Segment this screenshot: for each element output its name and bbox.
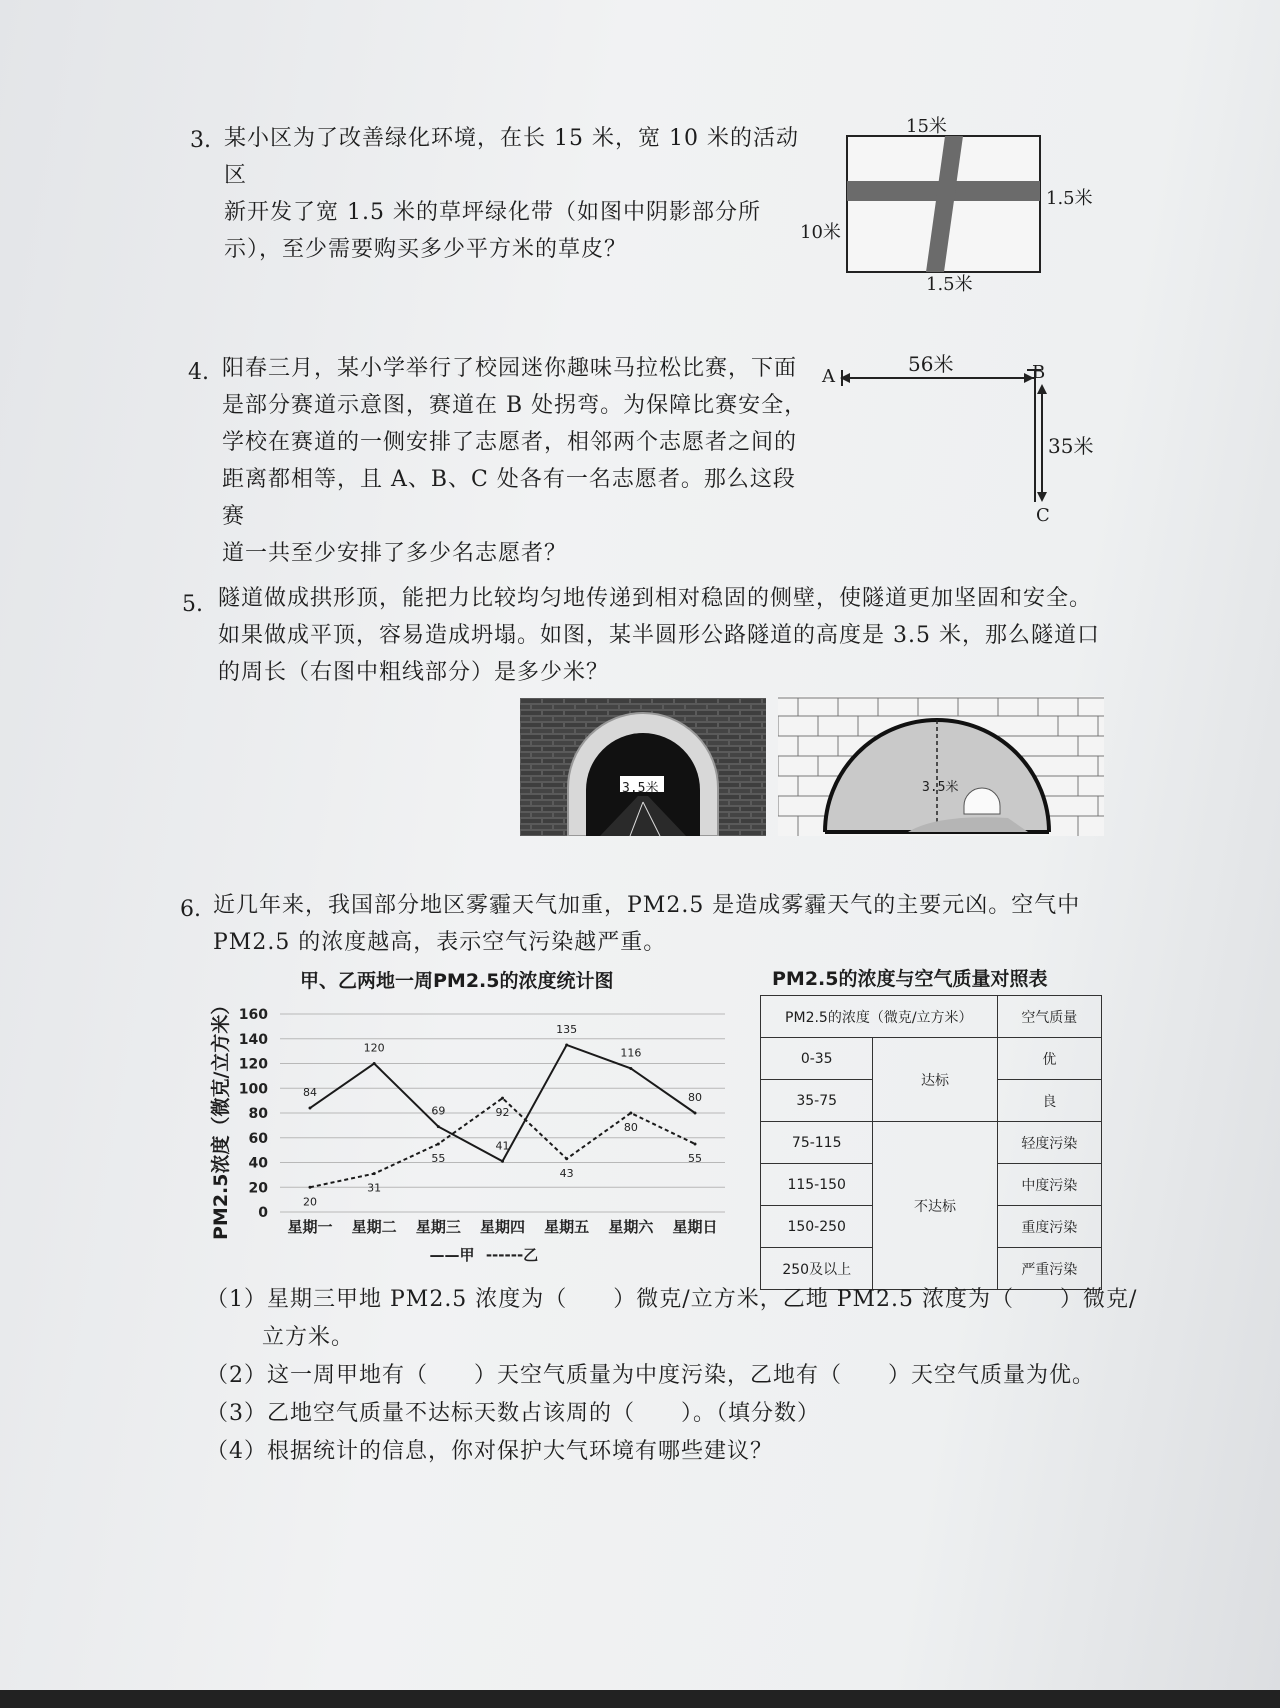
chart-data-label: 120	[363, 1041, 385, 1055]
q4-label-bc: 35米	[1048, 434, 1094, 458]
table-title: PM2.5的浓度与空气质量对照表	[772, 968, 1048, 990]
q3-label-top: 15米	[906, 116, 947, 137]
table-range: 250及以上	[761, 1248, 873, 1290]
q4-text	[222, 350, 812, 572]
chart-point	[373, 1172, 376, 1175]
q4-point-b: B	[1032, 362, 1046, 383]
chart-point	[694, 1112, 697, 1115]
chart-point	[501, 1160, 504, 1163]
chart-y-tick-label: 40	[248, 1155, 268, 1172]
chart-data-label: 116	[620, 1046, 642, 1060]
chart-data-label: 55	[431, 1151, 446, 1165]
q3-number: 3.	[190, 128, 211, 153]
tunnel-diagram	[778, 696, 1104, 836]
chart-point	[565, 1157, 568, 1160]
chart-point	[694, 1142, 697, 1145]
q4-label-ab: 56米	[908, 352, 954, 376]
chart-point	[309, 1107, 312, 1110]
chart-data-label: 92	[495, 1106, 510, 1120]
tunnel-diagram-height-label: 3.5米	[922, 780, 959, 795]
q5-text	[218, 580, 1118, 691]
q6-line: 近几年来，我国部分地区雾霾天气加重，PM2.5 是造成雾霾天气的主要元凶。空气中	[213, 893, 1081, 918]
table-quality: 中度污染	[997, 1164, 1101, 1206]
table-range: 150-250	[761, 1206, 873, 1248]
q4-line: 是部分赛道示意图，赛道在 B 处拐弯。为保障比赛安全，	[222, 393, 808, 418]
q3-label-right: 1.5米	[1046, 188, 1093, 209]
chart-legend-yi: ------乙	[485, 1246, 539, 1264]
chart-legend-jia: ——甲	[429, 1246, 475, 1264]
q4-line: 距离都相等，且 A、B、C 处各有一名志愿者。那么这段赛	[222, 467, 796, 529]
table-range: 0-35	[761, 1038, 873, 1080]
q4-point-c: C	[1036, 505, 1050, 526]
chart-y-tick-label: 20	[248, 1180, 268, 1197]
q6-text	[213, 887, 1133, 961]
q6-sub-3: （3）乙地空气质量不达标天数占该周的（ ）。（填分数）	[206, 1401, 820, 1426]
chart-title: 甲、乙两地一周PM2.5的浓度统计图	[300, 970, 614, 992]
q3-text	[224, 120, 804, 268]
chart-y-tick-label: 160	[238, 1007, 268, 1023]
chart-point	[629, 1112, 632, 1115]
q6-sub-1b: 立方米。	[262, 1325, 355, 1350]
q3-label-bottom: 1.5米	[926, 274, 973, 295]
q5-number: 5.	[182, 592, 203, 617]
chart-x-tick-label: 星期日	[672, 1218, 718, 1236]
table-header-quality: 空气质量	[997, 996, 1101, 1038]
chart-point	[309, 1186, 312, 1189]
q3-line: 新开发了宽 1.5 米的草坪绿化带（如图中阴影部分所	[224, 200, 761, 225]
table-row	[761, 1038, 1102, 1080]
table-quality: 轻度污染	[997, 1122, 1101, 1164]
chart-y-tick-label: 80	[248, 1106, 268, 1122]
chart-data-label: 43	[559, 1166, 574, 1180]
page-bottom-edge	[0, 1690, 1280, 1708]
pm25-line-chart	[230, 1000, 740, 1270]
chart-point	[373, 1062, 376, 1065]
chart-y-tick-label: 140	[238, 1031, 268, 1048]
q4-point-a: A	[822, 366, 835, 387]
chart-y-axis-label: PM2.5浓度（微克/立方米）	[210, 995, 232, 1240]
q6-line: PM2.5 的浓度越高，表示空气污染越严重。	[213, 930, 667, 955]
q6-sub-2: （2）这一周甲地有（ ）天空气质量为中度污染，乙地有（ ）天空气质量为优。	[206, 1363, 1095, 1388]
table-range: 115-150	[761, 1164, 873, 1206]
chart-y-tick-label: 0	[258, 1205, 268, 1221]
q5-line: 隧道做成拱形顶，能把力比较均匀地传递到相对稳固的侧壁，使隧道更加坚固和安全。	[218, 586, 1093, 611]
q5-line: 如果做成平顶，容易造成坍塌。如图，某半圆形公路隧道的高度是 3.5 米，那么隧道口	[218, 623, 1100, 648]
table-range: 75-115	[761, 1122, 873, 1164]
chart-y-tick-label: 100	[238, 1081, 268, 1098]
chart-x-tick-label: 星期五	[544, 1218, 590, 1236]
chart-data-label: 69	[431, 1104, 446, 1118]
chart-point	[501, 1097, 504, 1100]
chart-point	[629, 1067, 632, 1070]
chart-data-label: 41	[495, 1139, 510, 1153]
q4-line: 阳春三月，某小学举行了校园迷你趣味马拉松比赛，下面	[222, 356, 798, 381]
table-row	[761, 1122, 1102, 1164]
q3-line: 某小区为了改善绿化环境，在长 15 米，宽 10 米的活动区	[224, 126, 799, 188]
chart-data-label: 55	[688, 1151, 702, 1165]
tunnel-photo	[520, 698, 766, 836]
table-header-concentration: PM2.5的浓度（微克/立方米）	[761, 996, 998, 1038]
q4-line: 学校在赛道的一侧安排了志愿者，相邻两个志愿者之间的	[222, 430, 798, 455]
chart-data-label: 20	[303, 1195, 317, 1209]
chart-point	[565, 1043, 568, 1046]
chart-data-label: 80	[623, 1121, 638, 1134]
chart-y-tick-label: 120	[238, 1056, 268, 1073]
air-quality-table	[760, 995, 1102, 1290]
chart-data-label: 31	[367, 1181, 382, 1195]
table-quality: 严重污染	[997, 1248, 1101, 1290]
chart-point	[437, 1142, 440, 1145]
tunnel-photo-height-label: 3.5米	[622, 781, 659, 796]
q6-sub-1a: （1）星期三甲地 PM2.5 浓度为（ ）微克/立方米，乙地 PM2.5 浓度为（ ）微克/	[206, 1287, 1138, 1312]
q6-number: 6.	[180, 897, 201, 922]
table-quality: 优	[997, 1038, 1101, 1080]
chart-x-tick-label: 星期六	[608, 1218, 654, 1236]
chart-data-label: 80	[688, 1091, 702, 1104]
chart-x-tick-label: 星期一	[287, 1218, 333, 1236]
q3-field-figure	[846, 135, 1041, 273]
table-header-row	[761, 996, 1102, 1038]
chart-x-tick-label: 星期三	[415, 1218, 461, 1236]
q4-number: 4.	[188, 360, 209, 385]
table-range: 35-75	[761, 1080, 873, 1122]
q3-line: 示），至少需要购买多少平方米的草皮？	[224, 237, 628, 262]
chart-x-tick-label: 星期二	[351, 1218, 397, 1236]
table-group-pass: 达标	[873, 1038, 997, 1122]
table-quality: 重度污染	[997, 1206, 1101, 1248]
chart-data-label: 84	[303, 1086, 317, 1100]
table-quality: 良	[997, 1080, 1101, 1122]
chart-y-tick-label: 60	[248, 1130, 268, 1147]
chart-x-tick-label: 星期四	[479, 1218, 526, 1236]
chart-point	[437, 1125, 440, 1128]
q3-label-left: 10米	[800, 222, 841, 243]
q5-line: 的周长（右图中粗线部分）是多少米？	[218, 660, 610, 685]
q4-line: 道一共至少安排了多少名志愿者？	[222, 541, 568, 566]
chart-data-label: 135	[556, 1022, 578, 1036]
table-group-fail: 不达标	[873, 1122, 997, 1290]
q6-sub-4: （4）根据统计的信息，你对保护大气环境有哪些建议？	[206, 1439, 773, 1464]
